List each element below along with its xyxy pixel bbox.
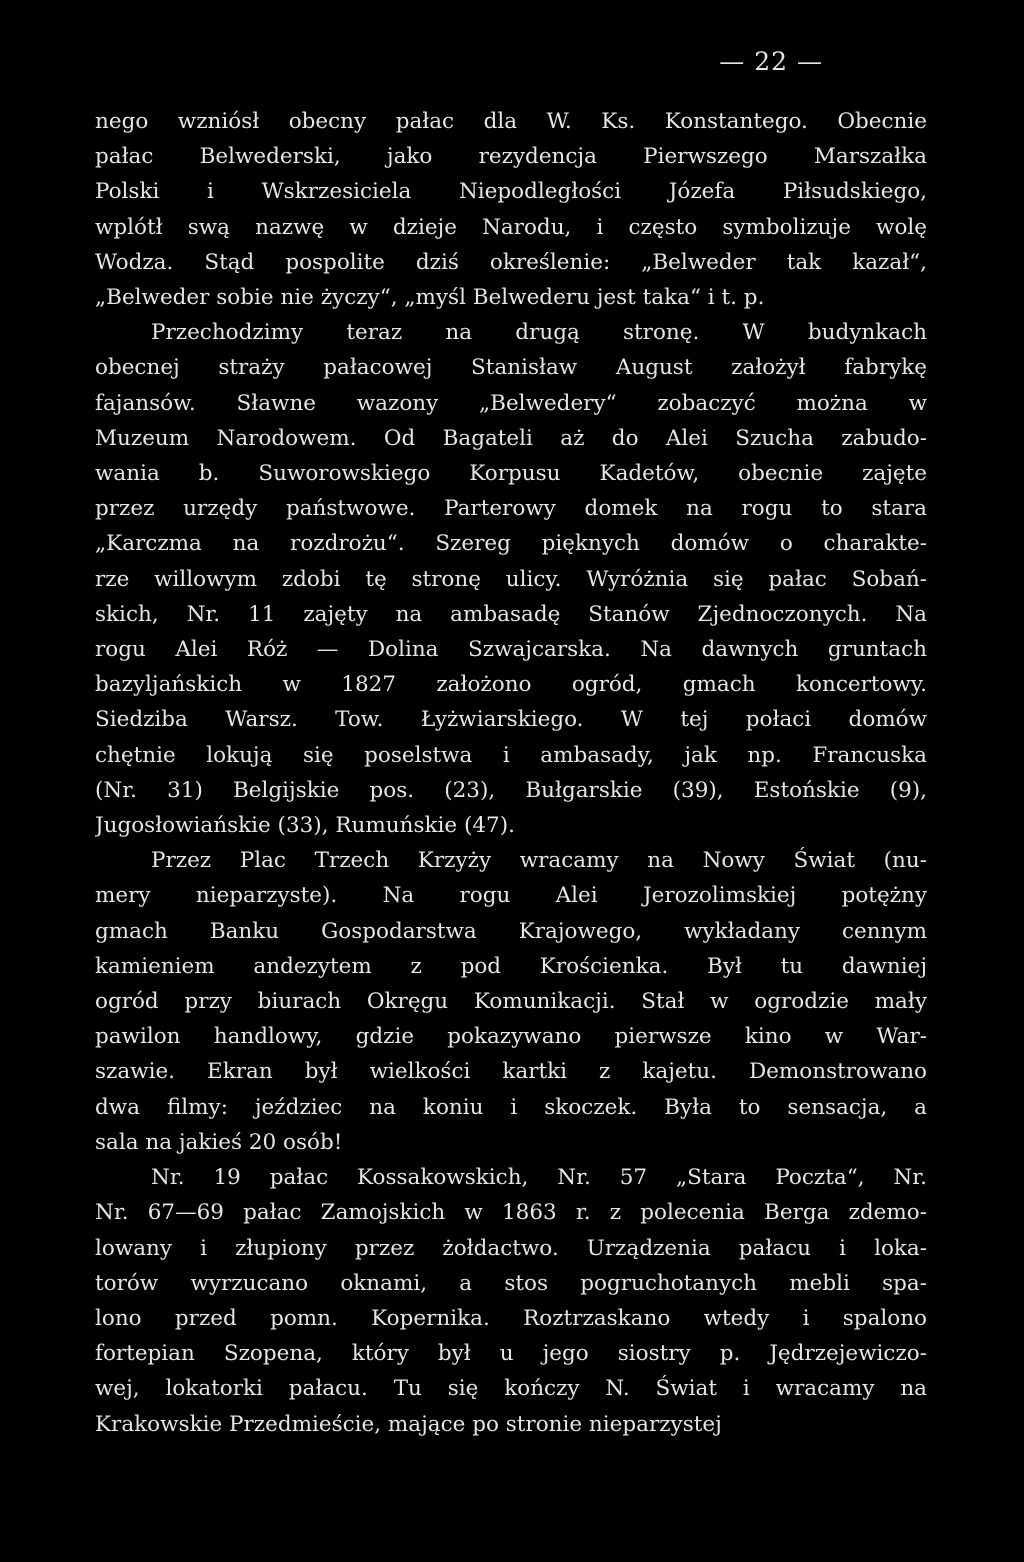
document-page — [95, 44, 927, 1442]
text-line: Polski i Wskrzesiciela Niepodległości Józefa Piłsudskiego, — [95, 179, 927, 205]
text-line: obecnej straży pałacowej Stanisław August założył fabrykę — [95, 355, 927, 381]
text-line: Muzeum Narodowem. Od Bagateli aż do Alei Szucha zabudo- — [95, 425, 927, 451]
paragraph — [95, 1160, 927, 1442]
text-line: mery nieparzyste). Na rogu Alei Jerozolimskiej potężny — [95, 883, 927, 909]
text-line: „Belweder sobie nie życzy“, „myśl Belwederu jest taka“ i t. p. — [95, 285, 765, 311]
text-line: Przechodzimy teraz na drugą stronę. W budynkach — [151, 320, 927, 346]
text-line: wplótł swą nazwę w dzieje Narodu, i często symbolizuje wolę — [95, 214, 927, 240]
text-line: Wodza. Stąd pospolite dziś określenie: „Belweder tak kazał“, — [95, 249, 927, 275]
text-line: pawilon handlowy, gdzie pokazywano pierwsze kino w War- — [95, 1024, 927, 1050]
body-text — [95, 104, 927, 1442]
text-line: torów wyrzucano oknami, a stos pogruchotanych mebli spa- — [95, 1270, 927, 1296]
text-line: gmach Banku Gospodarstwa Krajowego, wykładany cennym — [95, 918, 927, 944]
text-line: sala na jakieś 20 osób! — [95, 1129, 343, 1155]
text-line: rogu Alei Róż — Dolina Szwajcarska. Na dawnych gruntach — [95, 637, 927, 663]
paragraph — [95, 843, 927, 1160]
text-line: Nr. 67—69 pałac Zamojskich w 1863 r. z polecenia Berga zdemo- — [95, 1200, 927, 1226]
text-line: „Karczma na rozdrożu“. Szereg pięknych domów o charakte- — [95, 531, 927, 557]
text-line: (Nr. 31) Belgijskie pos. (23), Bułgarskie (39), Estońskie (9), — [95, 777, 927, 803]
text-line: dwa filmy: jeździec na koniu i skoczek. Była to sensacja, a — [95, 1094, 927, 1120]
text-line: przez urzędy państwowe. Parterowy domek na rogu to stara — [95, 496, 927, 522]
text-line: Jugosłowiańskie (33), Rumuńskie (47). — [95, 813, 515, 839]
text-line: skich, Nr. 11 zajęty na ambasadę Stanów Zjednoczonych. Na — [95, 601, 927, 627]
text-line: nego wzniósł obecny pałac dla W. Ks. Konstantego. Obecnie — [95, 109, 927, 134]
text-line: ogród przy biurach Okręgu Komunikacji. Stał w ogrodzie mały — [95, 989, 927, 1015]
text-line: Nr. 19 pałac Kossakowskich, Nr. 57 „Stara Poczta“, Nr. — [151, 1165, 927, 1191]
text-line: Przez Plac Trzech Krzyży wracamy na Nowy Świat (nu- — [151, 848, 927, 874]
text-line: chętnie lokują się poselstwa i ambasady, jak np. Francuska — [95, 742, 927, 768]
text-line: fortepian Szopena, który był u jego siostry p. Jędrzejewiczo- — [95, 1341, 927, 1367]
paragraph — [95, 104, 927, 315]
text-line: wania b. Suworowskiego Korpusu Kadetów, obecnie zajęte — [95, 461, 927, 487]
text-line: fajansów. Sławne wazony „Belwedery“ zobaczyć można w — [95, 390, 927, 416]
text-line: Krakowskie Przedmieście, mające po stronie nieparzystej — [95, 1411, 722, 1437]
text-line: lono przed pomn. Kopernika. Roztrzaskano wtedy i spalono — [95, 1305, 927, 1331]
text-line: bazyljańskich w 1827 założono ogród, gmach koncertowy. — [95, 672, 927, 698]
paragraph — [95, 315, 927, 843]
text-line: kamieniem andezytem z pod Krościenka. Był tu dawniej — [95, 953, 927, 979]
text-line: rze willowym zdobi tę stronę ulicy. Wyróżnia się pałac Sobań- — [95, 566, 927, 592]
text-line: wej, lokatorki pałacu. Tu się kończy N. Świat i wracamy na — [95, 1376, 927, 1402]
text-line: Siedziba Warsz. Tow. Łyżwiarskiego. W tej połaci domów — [95, 707, 927, 733]
page-number: — 22 — — [719, 47, 823, 76]
text-line: szawie. Ekran był wielkości kartki z kajetu. Demonstrowano — [95, 1059, 927, 1085]
text-line: lowany i złupiony przez żołdactwo. Urządzenia pałacu i loka- — [95, 1235, 927, 1261]
text-line: pałac Belwederski, jako rezydencja Pierwszego Marszałka — [95, 144, 927, 170]
